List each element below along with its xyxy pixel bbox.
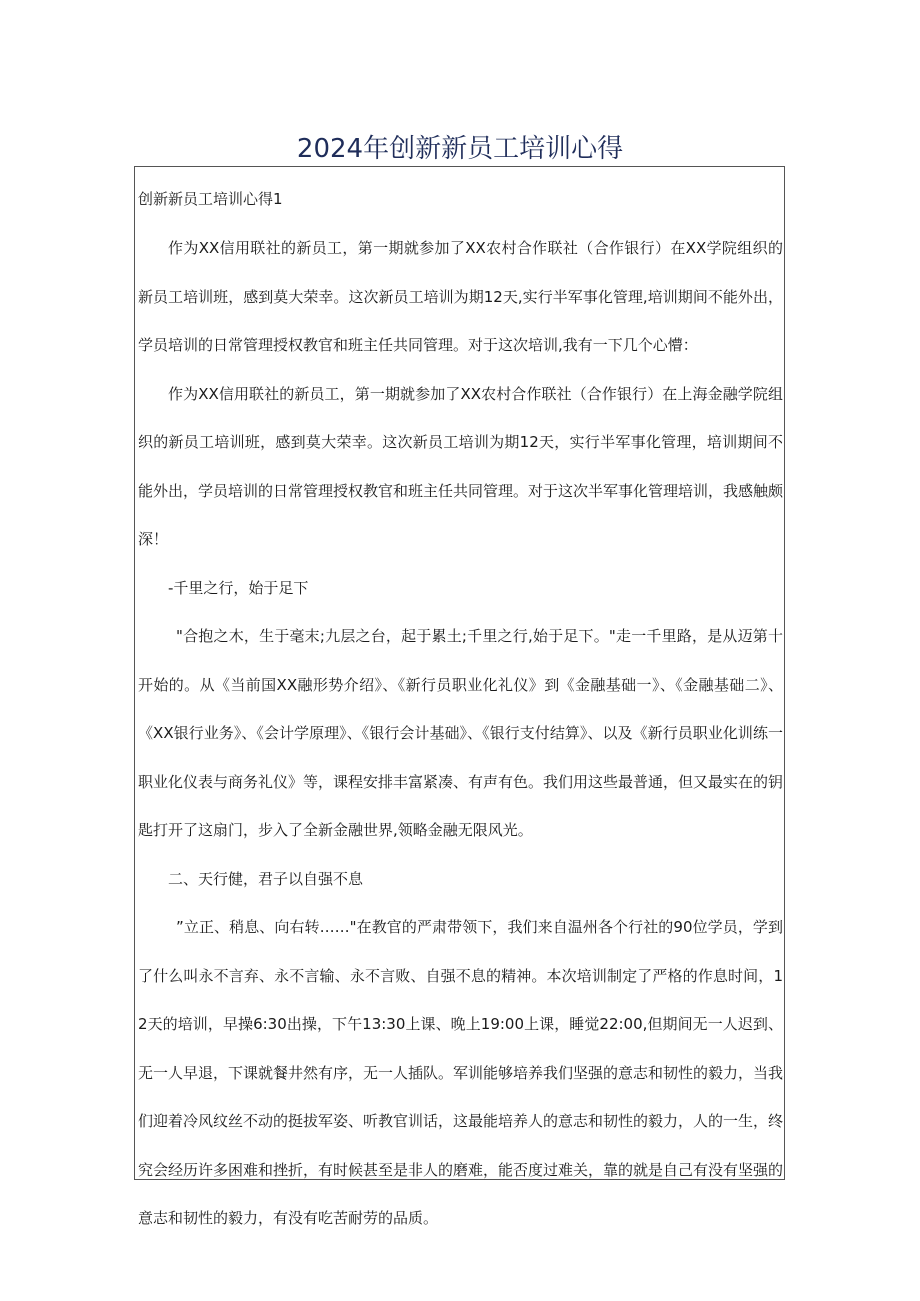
content-body	[138, 187, 783, 1243]
subheading-1: -千里之行，始于足下	[168, 578, 309, 597]
content-frame	[134, 166, 785, 1227]
paragraph-4: ”立正、稍息、向右转……"在教官的严肃带领下，我们来自温州各个行社的90位学员，学到了什么叫永不言弃、永不言输、永不言败、自强不息的精神。本次培训制定了严格的作息时间，12天的培训，早操6:30出操，下午13:30上课、晚上19:00上课，睡觉22:00,但期间无一人迟到、无一人早退，下课就餐井然有序，无一人插队。军训能够培养我们坚强的意志和韧性的毅力，当我们迎着冷风纹丝不动的挺拔军姿、听教官训话，这最能培养人的意志和韧性的毅力，人的一生，终究会经历许多困难和挫折，有时候甚至是非人的磨难，能否度过难关，靠的就是自己有没有坚强的意志和韧性的毅力，有没有吃苦耐劳的品质。	[138, 918, 784, 1227]
paragraph-1: 作为XX信用联社的新员工，第一期就参加了XX农村合作联社（合作银行）在XX学院组织的新员工培训班，感到莫大荣幸。这次新员工培训为期12天,实行半军事化管理,培训期间不能外出，学员培训的日常管理授权教官和班主任共同管理。对于这次培训,我有一下几个心懵：	[138, 239, 783, 354]
document-title: 2024年创新新员工培训心得	[296, 134, 624, 165]
paragraph-3: "合抱之木，生于毫末;九层之台，起于累土;千里之行,始于足下。"走一千里路，是从迈第十开始的。从《当前国XX融形势介绍》、《新行员职业化礼仪》到《金融基础一》、《金融基础二》、《XX银行业务》、《会计学原理》、《银行会计基础》、《银行支付结算》、以及《新行员职业化训练一职业化仪表与商务礼仪》等，课程安排丰富紧凑、有声有色。我们用这些最普通，但又最实在的钥匙打开了这扇门，步入了全新金融世界,领略金融无限风光。	[138, 627, 784, 839]
subheading-2: 二、天行健，君子以自强不息	[168, 869, 364, 888]
section-heading: 创新新员工培训心得1	[138, 190, 283, 208]
paragraph-2: 作为XX信用联社的新员工，第一期就参加了XX农村合作联社（合作银行）在上海金融学院组织的新员工培训班，感到莫大荣幸。这次新员工培训为期12天，实行半军事化管理，培训期间不能外出，学员培训的日常管理授权教官和班主任共同管理。对于这次半军事化管理培训，我感触颇深！	[138, 384, 784, 548]
